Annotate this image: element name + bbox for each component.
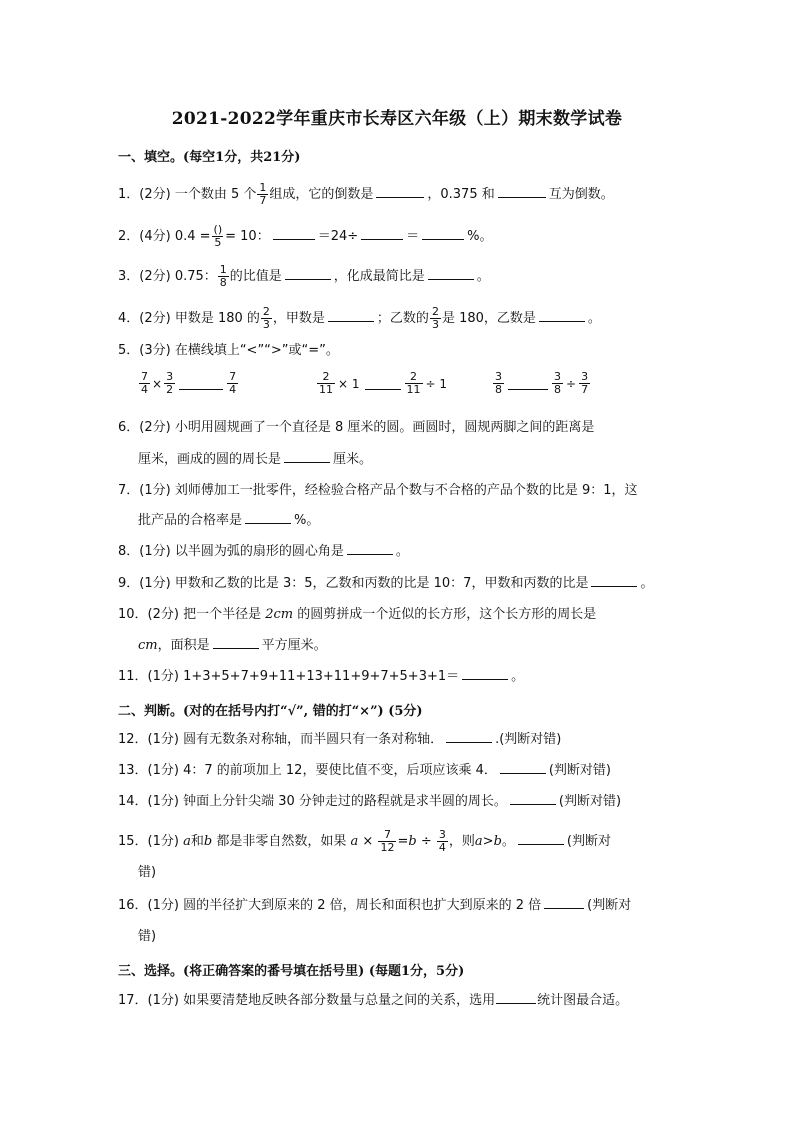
answer-blank[interactable] <box>179 388 223 390</box>
answer-blank[interactable] <box>365 388 401 390</box>
fraction: $\frac{2}{3}$ <box>262 305 270 331</box>
answer-blank[interactable] <box>500 772 546 774</box>
fraction: $\frac{2}{3}$ <box>431 305 439 331</box>
answer-blank[interactable] <box>462 678 508 680</box>
answer-blank[interactable] <box>347 553 393 555</box>
question-6: 6．(2分) 小明用圆规画了一个直径是 8 厘米的圆。画圆时，圆规两脚之间的距离是 <box>118 420 595 435</box>
answer-blank[interactable] <box>376 196 424 198</box>
question-17: 17．(1分) 如果要清楚地反映各部分数量与总量之间的关系，选用 统计图最合适。 <box>118 993 629 1008</box>
answer-blank[interactable] <box>510 803 556 805</box>
answer-blank[interactable] <box>591 585 637 587</box>
comparison-1: $\frac{7}{4}$ × $\frac{3}{2}$ $\frac{7}{4}$ <box>141 370 237 396</box>
answer-blank[interactable] <box>446 741 492 743</box>
answer-blank[interactable] <box>508 388 548 390</box>
question-10-continued: cm，面积是 平方厘米。 <box>138 638 327 653</box>
question-9: 9．(1分) 甲数和乙数的比是 3：5，乙数和丙数的比是 10：7，甲数和丙数的比是 。 <box>118 576 654 591</box>
question-4: 4．(2分) 甲数是 180 的 $\frac{2}{3}$ ，甲数是 ；乙数的 $\frac{2}{3}$ 是 180，乙数是 。 <box>118 305 601 331</box>
answer-blank[interactable] <box>361 238 403 240</box>
section-true-false-heading: 二、判断。(对的在括号内打“√”, 错的打“×”) (5分) <box>118 704 423 719</box>
answer-blank[interactable] <box>213 647 259 649</box>
section-fill-in-heading: 一、填空。(每空1分，共21分) <box>118 150 301 165</box>
question-15: 15．(1分) a和b 都是非零自然数，如果 a × $\frac{7}{12}$ =b ÷ $\frac{3}{4}$ ，则a>b。 (判断对 <box>118 828 611 854</box>
question-3: 3．(2分) 0.75： $\frac{1}{8}$ 的比值是 ，化成最简比是 。 <box>118 263 490 289</box>
answer-blank[interactable] <box>498 196 546 198</box>
fraction: $\frac{1}{8}$ <box>219 263 227 289</box>
section-multiple-choice-heading: 三、选择。(将正确答案的番号填在括号里) (每题1分，5分) <box>118 964 465 979</box>
question-2: 2．(4分) 0.4 = $\frac{()}{5}$ = 10： ＝24÷ ＝ %。 <box>118 223 493 249</box>
fraction: $\frac{7}{12}$ <box>380 828 395 854</box>
page-title: 2021-2022学年重庆市长寿区六年级（上）期末数学试卷 <box>171 109 623 129</box>
question-6-continued: 厘米，画成的圆的周长是 厘米。 <box>138 452 373 467</box>
answer-blank[interactable] <box>539 320 585 322</box>
answer-blank[interactable] <box>245 522 291 524</box>
question-16: 16．(1分) 圆的半径扩大到原来的 2 倍，周长和面积也扩大到原来的 2 倍 (判断对 <box>118 898 632 913</box>
fraction: $\frac{()}{5}$ <box>213 223 223 249</box>
question-16-continued: 错) <box>138 929 157 944</box>
answer-blank[interactable] <box>496 1002 536 1004</box>
question-12: 12．(1分) 圆有无数条对称轴，而半圆只有一条对称轴． .(判断对错) <box>118 732 562 747</box>
question-13: 13．(1分) 4：7 的前项加上 12，要使比值不变，后项应该乘 4． (判断对错) <box>118 763 611 778</box>
answer-blank[interactable] <box>284 461 330 463</box>
answer-blank[interactable] <box>518 843 564 845</box>
question-15-continued: 错) <box>138 865 157 880</box>
answer-blank[interactable] <box>273 238 315 240</box>
question-7: 7．(1分) 刘师傅加工一批零件，经检验合格产品个数与不合格的产品个数的比是 9：1，这 <box>118 483 638 498</box>
answer-blank[interactable] <box>422 238 464 240</box>
answer-blank[interactable] <box>428 278 474 280</box>
fraction: $\frac{3}{4}$ <box>438 828 446 854</box>
answer-blank[interactable] <box>328 320 374 322</box>
fraction: $\frac{1}{7}$ <box>259 181 267 207</box>
comparison-2: $\frac{2}{11}$ × 1 $\frac{2}{11}$ ÷ 1 <box>319 370 448 396</box>
comparison-3: $\frac{3}{8}$ $\frac{3}{8}$ ÷ $\frac{3}{7}$ <box>495 370 589 396</box>
question-1: 1．(2分) 一个数由 5 个 $\frac{1}{7}$ 组成，它的倒数是 ，0.375 和 互为倒数。 <box>118 181 614 207</box>
question-14: 14．(1分) 钟面上分针尖端 30 分钟走过的路程就是求半圆的周长。 (判断对错) <box>118 794 622 809</box>
question-7-continued: 批产品的合格率是 %。 <box>138 513 320 528</box>
answer-blank[interactable] <box>544 907 584 909</box>
question-8: 8．(1分) 以半圆为弧的扇形的圆心角是 。 <box>118 544 409 559</box>
answer-blank[interactable] <box>285 278 331 280</box>
question-11: 11．(1分) 1+3+5+7+9+11+13+11+9+7+5+3+1＝ 。 <box>118 669 525 684</box>
question-5: 5．(3分) 在横线填上“<”“>”或“=”。 <box>118 343 339 358</box>
question-10: 10．(2分) 把一个半径是 2cm 的圆剪拼成一个近似的长方形，这个长方形的周长是 <box>118 607 597 622</box>
